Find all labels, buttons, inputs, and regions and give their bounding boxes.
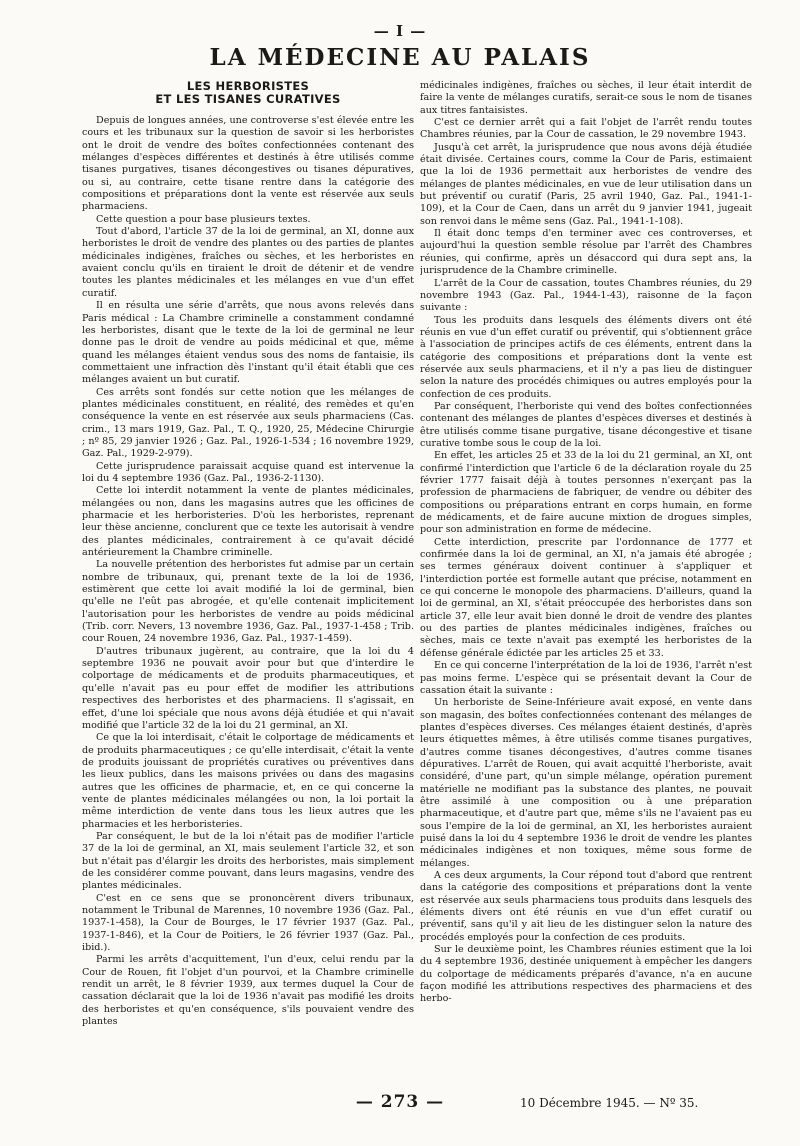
- paragraph: Il en résulta une série d'arrêts, que nous avons relevés dans Paris médical : La Chambre criminelle a constamment condamné les herboristes, disant que le texte de la loi de germinal ne leur donne pas le droit de vendre au poids médicinal et que, même quand les mélanges étaient vendus sous des noms de fantaisie, ils commettaient une infraction dès l'instant qu'il était établi que ces mélanges avaient un but curatif.: [82, 300, 414, 386]
- paragraph: Tous les produits dans lesquels des éléments divers ont été réunis en vue d'un effet curatif ou préventif, qui s'obtiennent grâce à l'association de principes actifs de ces éléments, entrent dans la catégorie des compositions et préparations dont la vente est réservée aux seuls pharmaciens, et il n'y a pas lieu de distinguer selon la nature des procédés chimiques ou autres employés pour la confection de ces produits.: [420, 314, 752, 400]
- section-heading: [82, 80, 414, 106]
- paragraph: Parmi les arrêts d'acquittement, l'un d'eux, celui rendu par la Cour de Rouen, fit l'objet d'un pourvoi, et la Chambre criminelle rendit un arrêt, le 8 février 1939, aux termes duquel la Cour de cassation déclarait que la loi de 1936 n'avait pas modifié les droits des herboristes et qu'en conséquence, s'ils pouvaient vendre des plantes: [82, 954, 414, 1028]
- paragraph: C'est en ce sens que se prononcèrent divers tribunaux, notamment le Tribunal de Marennes, 10 novembre 1936 (Gaz. Pal., 1937-1-458), la Cour de Bourges, le 17 février 1937 (Gaz. Pal., 1937-1-846), et la Cour de Poitiers, le 26 février 1937 (Gaz. Pal., ibid.).: [82, 892, 414, 954]
- paragraph: D'autres tribunaux jugèrent, au contraire, que la loi du 4 septembre 1936 ne pouvait avoir pour but que d'interdire le colportage de médicaments et de produits pharmaceutiques, et qu'elle n'avait pas eu pour effet de modifier les attributions respectives des herboristes et des pharmaciens. Il s'agissait, en effet, d'une loi spéciale que nous avons déjà étudiée et qui n'avait modifié que l'article 32 de la loi du 21 germinal, an XI.: [82, 645, 414, 731]
- page-marker: — I —: [373, 22, 427, 40]
- paragraph: Cette jurisprudence paraissait acquise quand est intervenue la loi du 4 septembre 1936 (Gaz. Pal., 1936-2-1130).: [82, 460, 414, 484]
- footer-page-number: — 273 —: [355, 1092, 445, 1112]
- paragraph: Il était donc temps d'en terminer avec ces controverses, et aujourd'hui la question semble résolue par l'arrêt des Chambres réunies, qui confirme, après un désaccord qui dura sept ans, la jurisprudence de la Chambre criminelle.: [420, 228, 752, 277]
- page-title: LA MÉDECINE AU PALAIS: [209, 44, 591, 71]
- section-heading-line-2: ET LES TISANES CURATIVES: [155, 92, 341, 106]
- paragraph: En ce qui concerne l'interprétation de la loi de 1936, l'arrêt n'est pas moins ferme. L'espèce qui se présentait devant la Cour de cassation était la suivante :: [420, 660, 752, 696]
- paragraph: Un herboriste de Seine-Inférieure avait exposé, en vente dans son magasin, des boîtes confectionnées contenant des mélanges de plantes d'espèces diverses. Ces mélanges étaient destinés, d'après leurs étiquettes mêmes, à être utilisés comme tisanes purgatives, d'autres comme tisanes décongestives, d'autres comme tisanes dépuratives. L'arrêt de Rouen, qui avait acquitté l'herboriste, avait considéré, d'une part, qu'un simple mélange, opération purement matérielle ne modifiant pas la substance des plantes, ne pouvait être assimilé à une composition ou à une préparation pharmaceutique, et d'autre part que, même s'ils ne l'avaient pas eu sous l'empire de la loi de germinal, an XI, les herboristes auraient puisé dans la loi du 4 septembre 1936 le droit de vendre les plantes médicinales indigènes et non toxiques, même sous forme de mélanges.: [420, 697, 752, 869]
- paragraph: Cette loi interdit notamment la vente de plantes médicinales, mélangées ou non, dans les magasins autres que les officines de pharmacie et les herboristeries. D'où les herboristes, reprenant leur thèse ancienne, conclurent que ce texte les autorisait à vendre des plantes médicinales, contrairement à ce qu'avait décidé antérieurement la Chambre criminelle.: [82, 485, 414, 559]
- paragraph: Cette interdiction, prescrite par l'ordonnance de 1777 et confirmée dans la loi de germinal, an XI, n'a jamais été abrogée ; ses termes généraux doivent continuer à s'appliquer et l'interdiction portée est formelle autant que précise, notamment en ce qui concerne le monopole des pharmaciens. D'ailleurs, quand la loi de germinal, an XI, s'était préoccupée des herboristes dans son article 37, elle leur avait bien donné le droit de vendre des plantes ou des parties de plantes médicinales indigènes, fraîches ou sèches, mais ce texte n'avait pas exempté les herboristes de la défense générale édictée par les articles 25 et 33.: [420, 536, 752, 659]
- paragraph: Sur le deuxième point, les Chambres réunies estiment que la loi du 4 septembre 1936, destinée uniquement à empêcher les dangers du colportage de médicaments préparés d'avance, n'a en aucune façon modifié les attributions respectives des pharmaciens et des herbo-: [420, 944, 752, 1005]
- paragraph: A ces deux arguments, la Cour répond tout d'abord que rentrent dans la catégorie des compositions et préparations dont la vente est réservée aux seuls pharmaciens tous produits dans lesquels des éléments divers ont été réunis en vue d'un effet curatif ou préventif, sans qu'il y ait lieu de les distinguer selon la nature des procédés employés pour la confection de ces produits.: [420, 870, 752, 943]
- footer-date-issue: 10 Décembre 1945. — Nº 35.: [520, 1096, 699, 1110]
- right-column: [420, 80, 752, 1080]
- paragraph: Ce que la loi interdisait, c'était le colportage de médicaments et de produits pharmaceutiques ; ce qu'elle interdisait, c'était la vente de produits jouissant de propriétés curatives ou préventives dans les lieux publics, dans les maisons privées ou dans des magasins autres que les officines de pharmacie, et, en ce qui concerne la vente de plantes médicinales mélangées ou non, la loi portait la même interdiction de vente dans tous les lieux autres que les pharmacies et les herboristeries.: [82, 732, 414, 830]
- paragraph-continued: médicinales indigènes, fraîches ou sèches, il leur était interdit de faire la vente de mélanges curatifs, serait-ce sous le nom de tisanes aux titres fantaisistes.: [420, 80, 752, 116]
- paragraph: En effet, les articles 25 et 33 de la loi du 21 germinal, an XI, ont confirmé l'interdiction que l'article 6 de la déclaration royale du 25 février 1777 faisait déjà à toutes personnes n'exerçant pas la profession de pharmaciens de fabriquer, de vendre ou débiter des compositions ou préparations entrant en corps humain, en forme de médicaments, et de faire aucune mixtion de drogues simples, pour son administration en forme de médecine.: [420, 450, 752, 536]
- paragraph: Tout d'abord, l'article 37 de la loi de germinal, an XI, donne aux herboristes le droit de vendre des plantes ou des parties de plantes médicinales indigènes, fraîches ou sèches, et les herboristes en avaient conclu qu'ils en tiraient le droit de détenir et de vendre toutes les plantes médicinales et les mélanges en vue d'un effet curatif.: [82, 226, 414, 299]
- paragraph: La nouvelle prétention des herboristes fut admise par un certain nombre de tribunaux, qui, prenant texte de la loi de 1936, estimèrent que cette loi avait modifié la loi de germinal, bien qu'elle ne l'eût pas abrogée, et qu'elle contenait implicitement l'autorisation pour les herboristes de vendre au poids médicinal (Trib. corr. Nevers, 13 novembre 1936, Gaz. Pal., 1937-1-458 ; Trib. cour Rouen, 24 novembre 1936, Gaz. Pal., 1937-1-459).: [82, 559, 414, 645]
- paragraph: Depuis de longues années, une controverse s'est élevée entre les cours et les tribunaux sur la question de savoir si les herboristes ont le droit de vendre des boîtes confectionnées contenant des mélanges d'espèces différentes et destinés à être utilisés comme tisanes purgatives, tisanes décongestives ou tisanes dépuratives, ou si, au contraire, cette tisane rentre dans la catégorie des compositions et préparations dont la vente est réservée aux seuls pharmaciens.: [82, 115, 414, 213]
- paragraph: L'arrêt de la Cour de cassation, toutes Chambres réunies, du 29 novembre 1943 (Gaz. Pal., 1944-1-43), raisonne de la façon suivante :: [420, 277, 752, 314]
- paragraph: Cette question a pour base plusieurs textes.: [96, 213, 311, 225]
- paragraph: Par conséquent, l'herboriste qui vend des boîtes confectionnées contenant des mélanges de plantes d'espèces diverses et destinés à être utilisés comme tisane purgative, tisane décongestive et tisane curative tombe sous le coup de la loi.: [420, 400, 752, 449]
- paragraph: Jusqu'à cet arrêt, la jurisprudence que nous avons déjà étudiée était divisée. Certaines cours, comme la Cour de Paris, estimaient que la loi de 1936 permettait aux herboristes de vendre des mélanges de plantes médicinales, en vue de leur utilisation dans un but préventif ou curatif (Paris, 25 avril 1940, Gaz. Pal., 1941-1-109), et la Cour de Caen, dans un arrêt du 9 janvier 1941, jugeait son renvoi dans le même sens (Gaz. Pal., 1941-1-108).: [420, 141, 752, 227]
- section-heading-line-1: LES HERBORISTES: [186, 80, 310, 93]
- paragraph: Par conséquent, le but de la loi n'était pas de modifier l'article 37 de la loi de germinal, an XI, mais seulement l'article 32, et son but n'était pas d'élargir les droits des herboristes, mais simplement de les considérer comme pouvant, dans leurs magasins, vendre des plantes médicinales.: [82, 830, 414, 892]
- paragraph: C'est ce dernier arrêt qui a fait l'objet de l'arrêt rendu toutes Chambres réunies, par la Cour de cassation, le 29 novembre 1943.: [420, 117, 752, 141]
- paragraph: Ces arrêts sont fondés sur cette notion que les mélanges de plantes médicinales constituent, en réalité, des remèdes et qu'en conséquence la vente en est réservée aux seuls pharmaciens (Cas. crim., 13 mars 1919, Gaz. Pal., T. Q., 1920, 25, Médecine Chirurgie ; nº 85, 29 janvier 1926 ; Gaz. Pal., 1926-1-534 ; 16 novembre 1929, Gaz. Pal., 1929-2-979).: [82, 386, 414, 460]
- left-column: [82, 80, 414, 1080]
